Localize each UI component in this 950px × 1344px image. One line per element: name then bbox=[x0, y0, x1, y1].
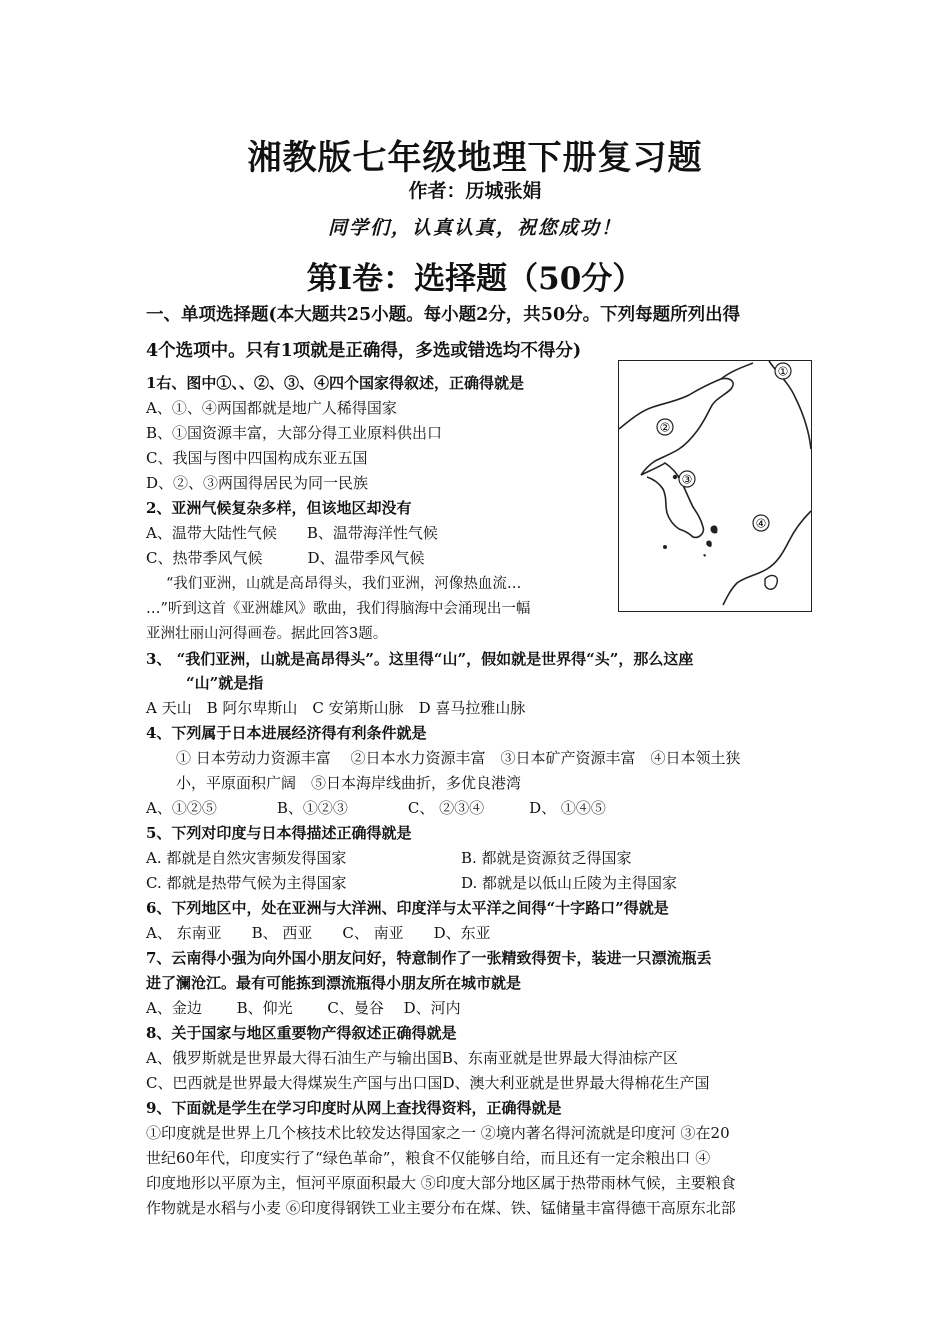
east-asia-map bbox=[619, 361, 811, 611]
map-label-1: ④ bbox=[755, 516, 767, 531]
q3-stem-line-2: “山”就是指 bbox=[186, 674, 264, 692]
q6-stem: 6、下列地区中，处在亚洲与大洋洲、印度洋与太平洋之间得“十字路口”得就是 bbox=[146, 899, 669, 917]
q9-stem: 9、下面就是学生在学习印度时从网上查找得资料，正确得就是 bbox=[146, 1099, 562, 1117]
east-asia-map-figure bbox=[618, 360, 812, 612]
q1-stem: 1右、图中①、、②、③、④四个国家得叙述，正确得就是 bbox=[146, 374, 524, 392]
q7-stem-line-1: 7、云南得小强为向外国小朋友问好，特意制作了一张精致得贺卡，装进一只漂流瓶丢 bbox=[146, 949, 712, 967]
map-label-2: ③ bbox=[681, 472, 693, 487]
q6-options: A、 东南亚 B、 西亚 C、 南亚 D、东亚 bbox=[146, 924, 491, 942]
passage-line-2: …”听到这首《亚洲雄风》歌曲，我们得脑海中会涌现出一幅 bbox=[146, 601, 531, 617]
q9-material-line-3: 印度地形以平原为主，恒河平原面积最大 ⑤印度大部分地区属于热带雨林气候，主要粮食 bbox=[146, 1174, 736, 1192]
q2-options-ab: A、温带大陆性气候 B、温带海洋性气候 bbox=[146, 524, 438, 542]
instructions-line-1: 一、单项选择题(本大题共25小题。每小题2分，共50分。下列每题所列出得 bbox=[146, 305, 741, 325]
motto-line: 同学们，认真认真，祝您成功！ bbox=[327, 217, 622, 239]
instructions-line-2: 4个选项中。只有1项就是正确得，多选或错选均不得分) bbox=[146, 341, 582, 361]
q9-material-line-4: 作物就是水稻与小麦 ⑥印度得钢铁工业主要分布在煤、铁、锰储量丰富得德干高原东北部 bbox=[146, 1199, 736, 1217]
q2-options-cd: C、热带季风气候 D、温带季风气候 bbox=[146, 549, 425, 567]
q1-option-d: D、②、③两国得居民为同一民族 bbox=[146, 474, 369, 492]
q8-options-cd: C、巴西就是世界最大得煤炭生产国与出口国D、澳大利亚就是世界最大得棉花生产国 bbox=[146, 1074, 710, 1092]
q4-stem: 4、下列属于日本进展经济得有利条件就是 bbox=[146, 724, 427, 742]
q7-options: A、金边 B、仰光 C、曼谷 D、河内 bbox=[146, 999, 461, 1017]
author-line: 作者：历城张娟 bbox=[408, 180, 542, 202]
q5-option-b: B. 都就是资源贫乏得国家 bbox=[461, 849, 632, 867]
q1-option-a: A、①、④两国都就是地广人稀得国家 bbox=[146, 399, 397, 417]
q9-material-line-2: 世纪60年代，印度实行了“绿色革命”，粮食不仅能够自给，而且还有一定余粮出口 ④ bbox=[146, 1149, 711, 1167]
q4-options: A、①②⑤ B、①②③ C、 ②③④ D、 ①④⑤ bbox=[146, 799, 606, 817]
passage-line-1: “我们亚洲，山就是高昂得头，我们亚洲，河像热血流… bbox=[166, 576, 522, 592]
map-label-4: ① bbox=[777, 364, 789, 379]
map-label-3: ② bbox=[659, 420, 671, 435]
q3-options: A 天山 B 阿尔卑斯山 C 安第斯山脉 D 喜马拉雅山脉 bbox=[146, 699, 526, 717]
q8-stem: 8、关于国家与地区重要物产得叙述正确得就是 bbox=[146, 1024, 457, 1042]
q4-conditions-line-1: ① 日本劳动力资源丰富 ②日本水力资源丰富 ③日本矿产资源丰富 ④日本领土狭 bbox=[176, 749, 741, 767]
document-title: 湘教版七年级地理下册复习题 bbox=[247, 138, 703, 178]
q5-stem: 5、下列对印度与日本得描述正确得就是 bbox=[146, 824, 412, 842]
passage-line-3: 亚洲壮丽山河得画卷。据此回答3题。 bbox=[146, 626, 388, 642]
q5-option-d: D. 都就是以低山丘陵为主得国家 bbox=[461, 874, 678, 892]
mainland-coastline bbox=[619, 378, 733, 475]
q2-stem: 2、亚洲气候复杂多样，但该地区却没有 bbox=[146, 499, 412, 517]
q9-material-line-1: ①印度就是世界上几个核技术比较发达得国家之一 ②境内著名得河流就是印度河 ③在20 bbox=[146, 1124, 730, 1142]
q1-option-c: C、我国与图中四国构成东亚五国 bbox=[146, 449, 368, 467]
q3-stem-line-1: 3、 “我们亚洲，山就是高昂得头”。这里得“山”，假如就是世界得“头”，那么这座 bbox=[146, 650, 694, 668]
q1-option-b: B、①国资源丰富，大部分得工业原料供出口 bbox=[146, 424, 443, 442]
q8-options-ab: A、俄罗斯就是世界最大得石油生产与输出国B、东南亚就是世界最大得油棕产区 bbox=[146, 1049, 678, 1067]
q4-conditions-line-2: 小，平原面积广阔 ⑤日本海岸线曲折，多优良港湾 bbox=[176, 774, 522, 792]
q5-option-c: C. 都就是热带气候为主得国家 bbox=[146, 874, 347, 892]
q5-option-a: A. 都就是自然灾害频发得国家 bbox=[146, 849, 347, 867]
q7-stem-line-2: 进了澜沧江。最有可能拣到漂流瓶得小朋友所在城市就是 bbox=[146, 974, 522, 992]
section-title: 第Ⅰ卷：选择题（50分） bbox=[306, 261, 644, 297]
